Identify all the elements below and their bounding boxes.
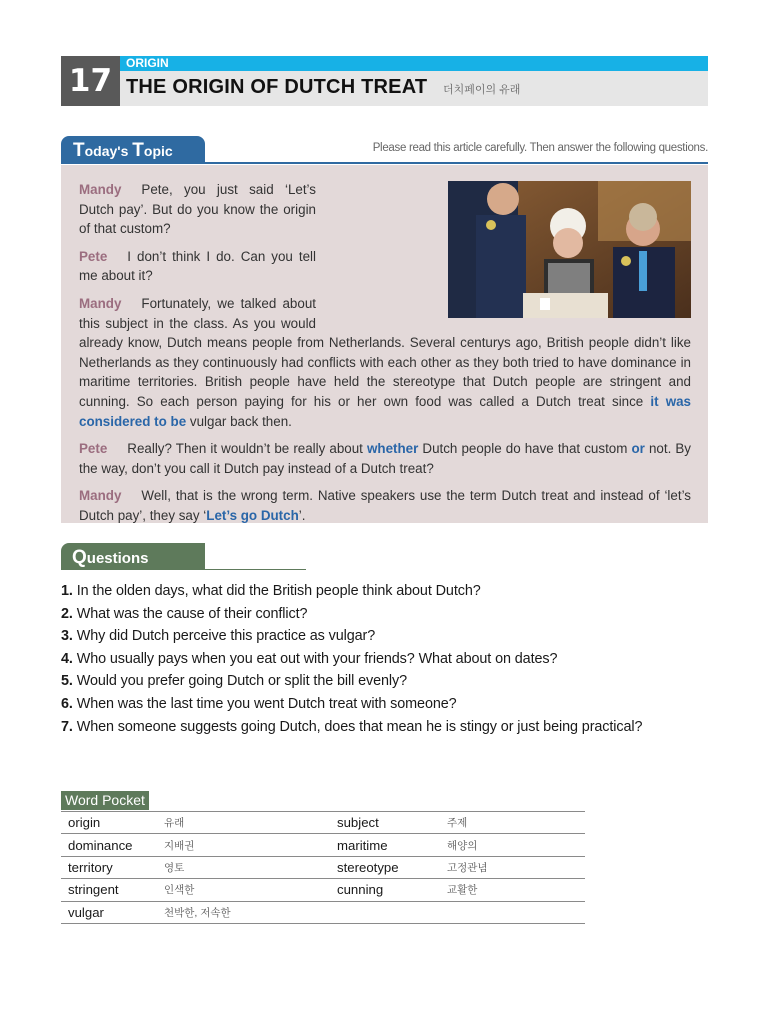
dialogue-text: vulgar back then. — [186, 413, 292, 429]
question-text: What was the cause of their conflict? — [76, 605, 308, 622]
vocab-meaning: 천박한, 저속한 — [164, 901, 337, 923]
dialogue-text: not. By the way, don’t you call it Dutch pay instead of a Dutch treat? — [79, 441, 691, 476]
questions-tab-text: uestions — [86, 550, 149, 567]
vocab-meaning: 지배권 — [164, 834, 337, 856]
question-number: 6. — [61, 695, 73, 712]
questions-tab-initial: Q — [72, 547, 87, 568]
photo-spacer — [316, 180, 691, 320]
dialogue-text: Fortunately, we talked about this subject in the class. As you would already know, Dutch means people from Netherlands. Several centurys ago, British people didn’t like Netherlands as they continuously had conflicts with each other as they both tried to have dominance in maritime territories. British people have held the stereotype that Dutch people are stringent and cunning. So each person paying for his or her own food was called a Dutch treat since — [79, 295, 691, 409]
question-number: 2. — [61, 605, 73, 622]
dialogue-text: I don’t think I do. Can you tell me about it? — [79, 248, 316, 284]
vocab-word: stringent — [61, 879, 164, 901]
vocab-word: territory — [61, 856, 164, 878]
question-number: 1. — [61, 583, 73, 599]
question-item — [61, 693, 721, 716]
vocab-meaning: 주제 — [447, 812, 585, 834]
topic-tab-initial-2: T — [132, 140, 144, 161]
questions-list — [61, 580, 721, 738]
table-row — [61, 812, 585, 834]
questions-tab — [61, 543, 205, 570]
highlighted-phrase: it was considered to be — [79, 393, 691, 429]
category-strip — [120, 56, 708, 71]
questions-divider — [61, 569, 306, 570]
lesson-category: ORIGIN — [126, 56, 169, 70]
vocab-word: origin — [61, 812, 164, 834]
highlighted-phrase: whether — [366, 441, 419, 457]
vocab-meaning: 고정관념 — [447, 856, 585, 878]
vocab-word: vulgar — [61, 901, 164, 923]
question-item — [61, 648, 721, 671]
vocab-word: stereotype — [337, 856, 447, 878]
question-text: When someone suggests going Dutch, does that mean he is stingy or just being practical? — [76, 718, 643, 735]
topic-tab-text-2: opic — [143, 143, 173, 159]
vocab-word: subject — [337, 812, 447, 834]
lesson-title: THE ORIGIN OF DUTCH TREAT — [126, 76, 428, 98]
lesson-number: 17 — [61, 56, 120, 106]
dialogue-text: Dutch people do have that custom — [418, 441, 632, 457]
question-item — [61, 625, 721, 648]
topic-divider — [61, 162, 708, 164]
vocab-word: cunning — [337, 879, 447, 901]
vocab-meaning — [447, 901, 585, 923]
vocab-meaning: 해양의 — [447, 834, 585, 856]
highlighted-phrase: Let’s go Dutch — [206, 507, 299, 523]
topic-instruction: Please read this article carefully. Then answer the following questions. — [372, 142, 708, 154]
question-item — [61, 670, 721, 693]
vocab-meaning: 유래 — [164, 812, 337, 834]
speaker-name: Mandy — [79, 488, 122, 504]
dialogue-line — [79, 439, 691, 478]
question-number: 5. — [61, 673, 73, 690]
todays-topic-tab — [61, 136, 205, 163]
topic-tab-initial-1: T — [73, 140, 85, 161]
vocab-meaning: 인색한 — [164, 879, 337, 901]
question-text: When was the last time you went Dutch treat with someone? — [76, 695, 457, 712]
speaker-name: Mandy — [79, 295, 122, 311]
question-number: 3. — [61, 628, 73, 645]
vocab-word — [337, 901, 447, 923]
speaker-name: Pete — [79, 248, 108, 264]
question-text: Would you prefer going Dutch or split the bill evenly? — [76, 673, 408, 690]
table-row — [61, 856, 585, 878]
question-text: Why did Dutch perceive this practice as vulgar? — [76, 628, 376, 645]
dialogue — [79, 180, 691, 534]
question-item — [61, 716, 721, 739]
vocab-word: dominance — [61, 834, 164, 856]
dialogue-text: Really? Then it wouldn’t be really about — [127, 441, 367, 457]
topic-tab-text-1: oday's — [84, 143, 133, 159]
highlighted-phrase: or — [631, 441, 645, 457]
dialogue-line — [79, 486, 691, 525]
question-text: In the olden days, what did the British people think about Dutch? — [76, 583, 481, 599]
question-number: 7. — [61, 718, 73, 735]
speaker-name: Pete — [79, 441, 108, 457]
dialogue-text: ’. — [298, 507, 306, 523]
word-pocket-table — [61, 811, 585, 924]
question-item — [61, 580, 721, 603]
table-row — [61, 901, 585, 923]
table-row — [61, 879, 585, 901]
table-row — [61, 834, 585, 856]
question-item — [61, 603, 721, 626]
vocab-word: maritime — [337, 834, 447, 856]
vocab-meaning: 교활한 — [447, 879, 585, 901]
word-pocket-title: Word Pocket — [61, 791, 149, 810]
lesson-korean-title: 더치페이의 유래 — [443, 84, 521, 96]
vocab-meaning: 영토 — [164, 856, 337, 878]
dialogue-text: Pete, you just said ‘Let’s Dutch pay’. But do you know the origin of that custom? — [79, 182, 316, 237]
speaker-name: Mandy — [79, 182, 122, 197]
question-number: 4. — [61, 650, 73, 667]
dialogue-text: Well, that is the wrong term. Native speakers use the term Dutch treat and instead of ‘let’s Dutch pay’, they say ‘ — [79, 488, 691, 523]
question-text: Who usually pays when you eat out with your friends? What about on dates? — [76, 650, 558, 667]
